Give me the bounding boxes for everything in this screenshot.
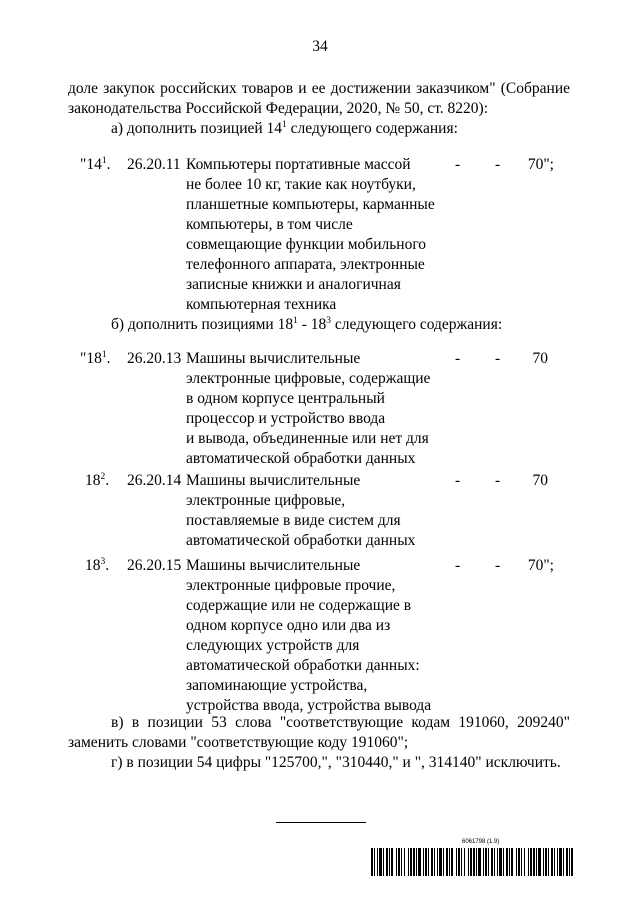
position-number: "$14^1$.: [80, 156, 111, 173]
okpd-code: 26.20.14: [127, 472, 182, 489]
share-value: 70";: [527, 156, 554, 173]
dash-column-2: -: [495, 557, 501, 574]
item-b-heading: б) дополнить позициями $18^1 - 18^3$ следующего содержания:: [111, 316, 503, 333]
item-v-line-1: в) в позиции 53 слова "соответствующие кодам 191060, 209240": [111, 714, 570, 731]
share-value: 70: [532, 472, 548, 489]
okpd-code: 26.20.13: [127, 350, 182, 367]
position-number: $18^3$.: [85, 557, 110, 574]
position-description: Компьютеры портативные массой не более 10 кг, такие как ноутбуки, планшетные компьютеры, карманные компьютеры, в том числе совмещающие функции мобильного телефонного аппарата, электронные записные книжки и аналогичная компьютерная техника: [186, 156, 435, 313]
dash-column-2: -: [495, 472, 501, 489]
dash-column-2: -: [495, 156, 501, 173]
share-value: 70";: [527, 557, 554, 574]
okpd-code: 26.20.11: [127, 156, 181, 173]
item-a-heading: а) дополнить позицией $14^1$ следующего содержания:: [111, 120, 458, 137]
position-description: Машины вычислительные электронные цифровые, поставляемые в виде систем для автоматической обработки данных: [186, 472, 416, 549]
intro-line-1: доле закупок российских товаров и ее достижении заказчиком" (Собрание: [68, 80, 570, 97]
position-description: Машины вычислительные электронные цифровые прочие, содержащие или не содержащие в одном корпусе одно или два из следующих устройств для автоматической обработки данных: запоминающие устройства, устройства ввода, устройства вывода: [186, 557, 432, 714]
position-number: $18^2$.: [85, 472, 110, 489]
dash-column-1: -: [455, 472, 461, 489]
page-number: 34: [312, 38, 328, 55]
barcode-icon: [371, 848, 576, 876]
dash-column-1: -: [455, 350, 461, 367]
intro-line-2: законодательства Российской Федерации, 2020, № 50, ст. 8220):: [68, 100, 489, 117]
dash-column-1: -: [455, 557, 461, 574]
position-description: Машины вычислительные электронные цифровые, содержащие в одном корпусе центральный процессор и устройство ввода и вывода, объединенные или нет для автоматической обработки данных: [186, 350, 431, 467]
dash-column-2: -: [495, 350, 501, 367]
dash-column-1: -: [455, 156, 461, 173]
document-stamp: 6061798 (1.9): [462, 839, 500, 845]
item-g-line: г) в позиции 54 цифры "125700,", "310440," и ", 314140" исключить.: [111, 754, 561, 771]
item-v-line-2: заменить словами "соответствующие коду 191060";: [68, 734, 409, 751]
position-number: "$18^1$.: [80, 350, 111, 367]
okpd-code: 26.20.15: [127, 557, 182, 574]
footer-divider: [276, 822, 366, 823]
share-value: 70: [532, 350, 548, 367]
